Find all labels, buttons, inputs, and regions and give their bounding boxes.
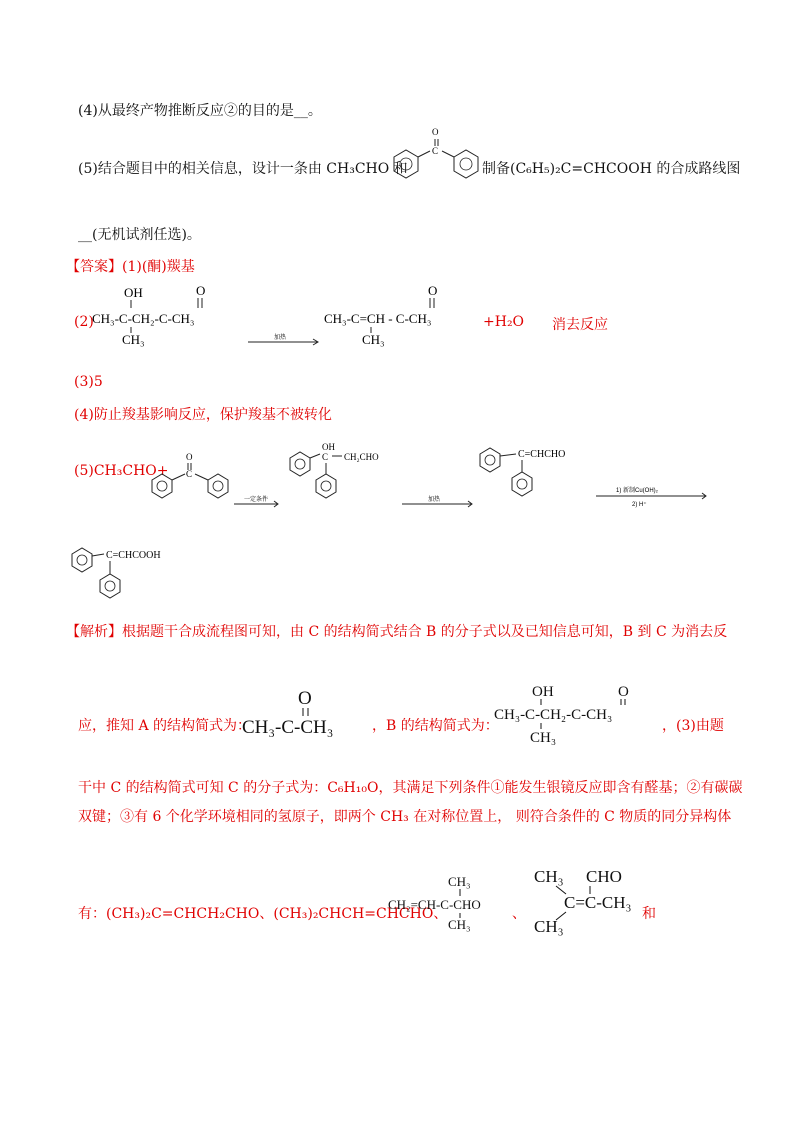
svg-text:O: O bbox=[196, 283, 206, 298]
svg-text:OH: OH bbox=[124, 285, 143, 300]
svg-text:CH₃: CH₃ bbox=[362, 332, 385, 347]
svg-text:CH₃-C=CH - C-CH₃: CH₃-C=CH - C-CH₃ bbox=[324, 311, 432, 326]
svg-text:OH: OH bbox=[322, 442, 335, 452]
analysis-sep: 、 bbox=[512, 906, 526, 922]
ketone-carbon: C bbox=[432, 146, 439, 156]
svg-text:O: O bbox=[186, 452, 193, 462]
arrow-condition: 加热 bbox=[274, 335, 287, 341]
question-5-suffix: 制备(C₆H₅)₂C=CHCOOH 的合成路线图 bbox=[482, 161, 741, 177]
benzophenone-2 bbox=[152, 452, 228, 498]
svg-text:C: C bbox=[186, 469, 193, 479]
isomer-structure-2 bbox=[526, 862, 646, 936]
svg-text:CH₃-C-CH₂-C-CH₃: CH₃-C-CH₂-C-CH₃ bbox=[494, 707, 613, 723]
analysis-line5-prefix: 有：(CH₃)₂C=CHCH₂CHO、(CH₃)₂CHCH=CHCHO、 bbox=[78, 906, 448, 922]
intermediate-2 bbox=[480, 448, 565, 496]
analysis-line1: 【解析】根据题干合成流程图可知，由 C 的结构简式结合 B 的分子式以及已知信息可知，B 到 C 为消去反 bbox=[66, 624, 728, 640]
analysis-line2-mid: ，B 的结构简式为： bbox=[372, 718, 499, 734]
structure-A bbox=[242, 686, 372, 740]
question-5-prefix: (5)结合题目中的相关信息，设计一条由 CH₃CHO 和 bbox=[78, 161, 408, 177]
question-5-line2: __(无机试剂任选)。 bbox=[78, 227, 201, 243]
svg-text:CHO: CHO bbox=[586, 867, 622, 886]
product-structure bbox=[324, 283, 437, 347]
svg-text:OH: OH bbox=[532, 684, 554, 700]
arrow1-condition: 一定条件 bbox=[244, 497, 269, 503]
arrow3-condition-2: 2) H⁺ bbox=[632, 502, 647, 508]
svg-text:CH₃-C-CH₂-C-CH₃: CH₃-C-CH₂-C-CH₃ bbox=[92, 311, 195, 326]
answer-2-prefix: (2) bbox=[74, 314, 94, 330]
svg-text:C=CHCOOH: C=CHCOOH bbox=[106, 550, 161, 561]
final-product-structure bbox=[66, 538, 206, 608]
ketone-oxygen: O bbox=[432, 127, 439, 137]
svg-text:C: C bbox=[322, 452, 329, 462]
svg-text:CH₃: CH₃ bbox=[448, 917, 471, 932]
arrow3-condition-1: 1) 新制Cu(OH)₂ bbox=[616, 488, 658, 494]
structure-B bbox=[494, 680, 664, 746]
answer-5-scheme bbox=[140, 430, 720, 520]
answer-label: 【答案】(1)(酮)羰基 bbox=[66, 259, 195, 275]
svg-text:C=CHCHO: C=CHCHO bbox=[518, 449, 566, 460]
analysis-line3: 干中 C 的结构简式可知 C 的分子式为：C₆H₁₀O，其满足下列条件①能发生银镜反应即含有醛基；②有碳碳 bbox=[78, 780, 743, 796]
answer-2-reaction bbox=[92, 280, 532, 350]
svg-text:O: O bbox=[618, 684, 629, 700]
analysis-line2-prefix: 应，推知 A 的结构简式为： bbox=[78, 718, 252, 734]
svg-text:CH₃: CH₃ bbox=[448, 874, 471, 889]
svg-text:O: O bbox=[428, 283, 438, 298]
answer-2-type: 消去反应 bbox=[552, 317, 608, 333]
svg-text:CH₂=CH-C-CHO: CH₂=CH-C-CHO bbox=[388, 897, 481, 912]
svg-text:CH₃: CH₃ bbox=[122, 332, 145, 347]
svg-text:CH₃-C-CH₃: CH₃-C-CH₃ bbox=[242, 717, 334, 738]
svg-text:C=C-CH₃: C=C-CH₃ bbox=[564, 893, 632, 912]
analysis-line2-suffix: ，(3)由题 bbox=[662, 718, 724, 734]
svg-text:O: O bbox=[298, 688, 312, 709]
reactant-structure bbox=[92, 283, 205, 347]
intermediate-1 bbox=[290, 442, 379, 498]
analysis-line4: 双键；③有 6 个化学环境相同的氢原子，即两个 CH₃ 在对称位置上， 则符合条件的 C 物质的同分异构体 bbox=[78, 809, 732, 825]
arrow2-condition: 加热 bbox=[428, 497, 441, 503]
benzophenone-structure bbox=[380, 125, 492, 191]
analysis-line5-suffix: 和 bbox=[642, 906, 656, 922]
svg-text:CH₃: CH₃ bbox=[534, 917, 564, 936]
answer-2-water: +H₂O bbox=[483, 314, 525, 330]
answer-5-start: (5)CH₃CHO+ bbox=[74, 463, 169, 479]
svg-text:CH₂CHO: CH₂CHO bbox=[344, 452, 379, 462]
isomer-structure-1 bbox=[388, 872, 514, 932]
question-4: (4)从最终产物推断反应②的目的是__。 bbox=[78, 103, 322, 119]
svg-text:CH₃: CH₃ bbox=[534, 867, 564, 886]
answer-4: (4)防止羧基影响反应，保护羧基不被转化 bbox=[74, 407, 332, 423]
svg-text:CH₃: CH₃ bbox=[530, 730, 557, 746]
answer-3: (3)5 bbox=[74, 374, 103, 390]
